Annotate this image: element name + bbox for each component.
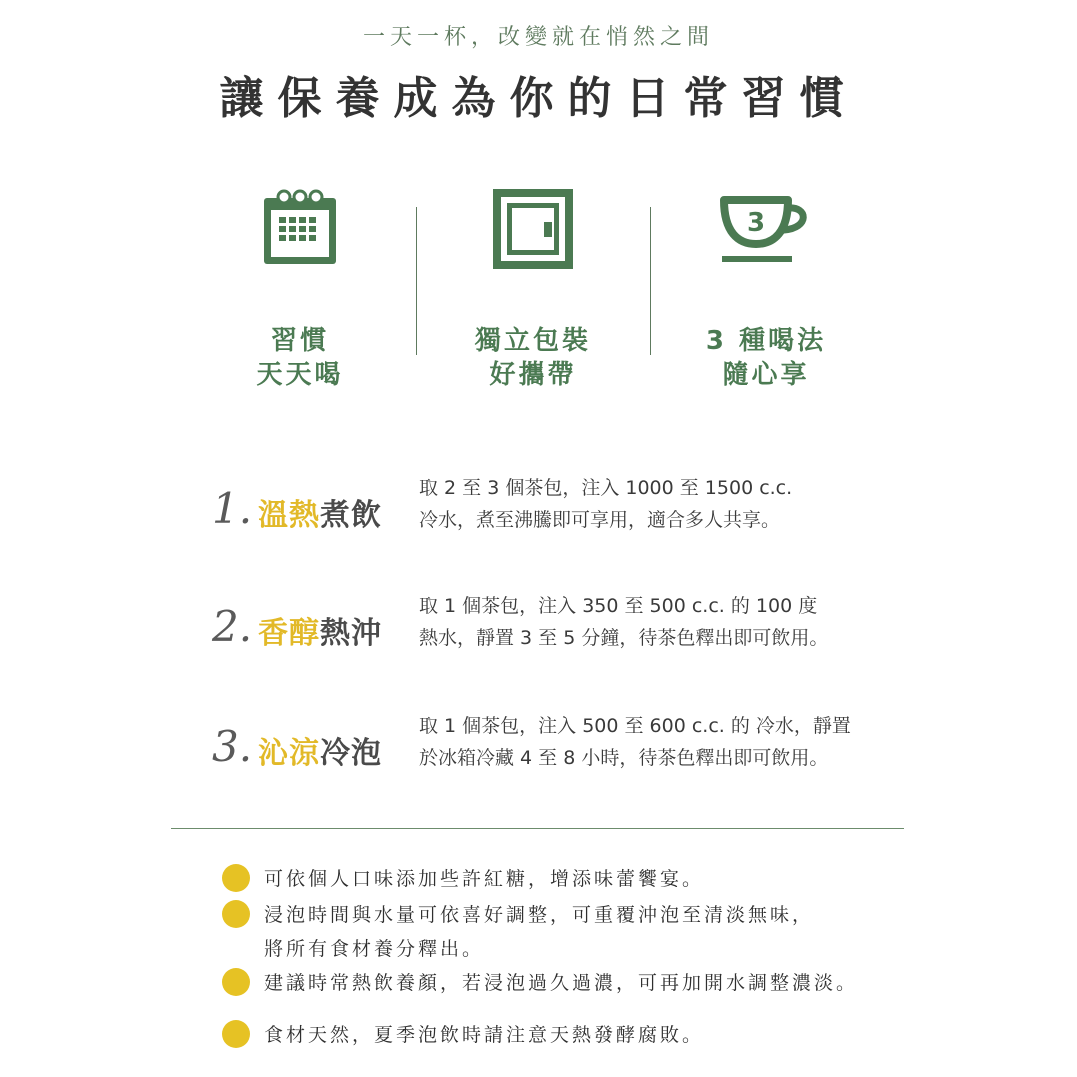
method-name-rest: 熱沖 [320, 616, 382, 651]
method-desc-line: 於冰箱冷藏 4 至 8 小時，待茶色釋出即可飲用。 [419, 747, 829, 769]
method-name [258, 728, 382, 772]
bullet-dot-icon [222, 1020, 250, 1048]
method-name [258, 490, 382, 534]
tea-bag-package-icon [492, 188, 574, 270]
cup-number: 3 [746, 208, 766, 238]
section-divider [171, 828, 904, 829]
method-name-highlight: 沁涼 [258, 736, 320, 771]
feature-divider [416, 207, 417, 355]
bullet-dot-icon [222, 968, 250, 996]
feature-package [423, 188, 643, 392]
method-3 [212, 710, 912, 780]
subtitle: 一天一杯，改變就在悄然之間 [362, 25, 714, 50]
bullet-dot-icon [222, 864, 250, 892]
method-number: 3. [212, 722, 253, 771]
calendar-icon [262, 188, 338, 266]
note-line: 食材天然，夏季泡飲時請注意天熱發酵腐敗。 [264, 1024, 705, 1046]
method-2 [212, 590, 912, 660]
note-line: 可依個人口味添加些許紅糖，增添味蕾饗宴。 [264, 868, 705, 890]
method-name-rest: 煮飲 [320, 498, 382, 533]
method-number: 2. [212, 602, 253, 651]
method-number: 1. [212, 484, 253, 533]
bullet-dot-icon [222, 900, 250, 928]
feature-line2: 好攜帶 [489, 360, 577, 390]
method-desc-line: 取 2 至 3 個茶包，注入 1000 至 1500 c.c. [419, 477, 793, 499]
method-desc-line: 冷水，煮至沸騰即可享用，適合多人共享。 [419, 509, 781, 531]
feature-line1: 3 種喝法 [705, 326, 827, 356]
feature-line1: 獨立包裝 [474, 326, 591, 356]
method-desc-line: 熱水，靜置 3 至 5 分鐘，待茶色釋出即可飲用。 [419, 627, 829, 649]
feature-line1: 習慣 [270, 326, 329, 356]
feature-three-ways [656, 188, 876, 392]
note-line: 將所有食材養分釋出。 [264, 938, 485, 960]
note-line: 建議時常熱飲養顏，若浸泡過久過濃，可再加開水調整濃淡。 [264, 972, 859, 994]
feature-habit [190, 188, 410, 392]
method-name-rest: 冷泡 [320, 736, 382, 771]
method-name-highlight: 香醇 [258, 616, 320, 651]
page-title: 讓保養成為你的日常習慣 [219, 73, 858, 124]
note-line: 浸泡時間與水量可依喜好調整，可重覆沖泡至清淡無味， [264, 904, 815, 926]
feature-divider [650, 207, 651, 355]
method-name [258, 608, 382, 652]
cup-three-icon [718, 188, 814, 268]
method-name-highlight: 溫熱 [258, 498, 320, 533]
feature-line2: 天天喝 [256, 360, 344, 390]
method-1 [212, 472, 912, 542]
method-desc-line: 取 1 個茶包，注入 500 至 600 c.c. 的 冷水，靜置 [419, 715, 851, 737]
method-desc-line: 取 1 個茶包，注入 350 至 500 c.c. 的 100 度 [419, 595, 818, 617]
feature-line2: 隨心享 [722, 360, 810, 390]
